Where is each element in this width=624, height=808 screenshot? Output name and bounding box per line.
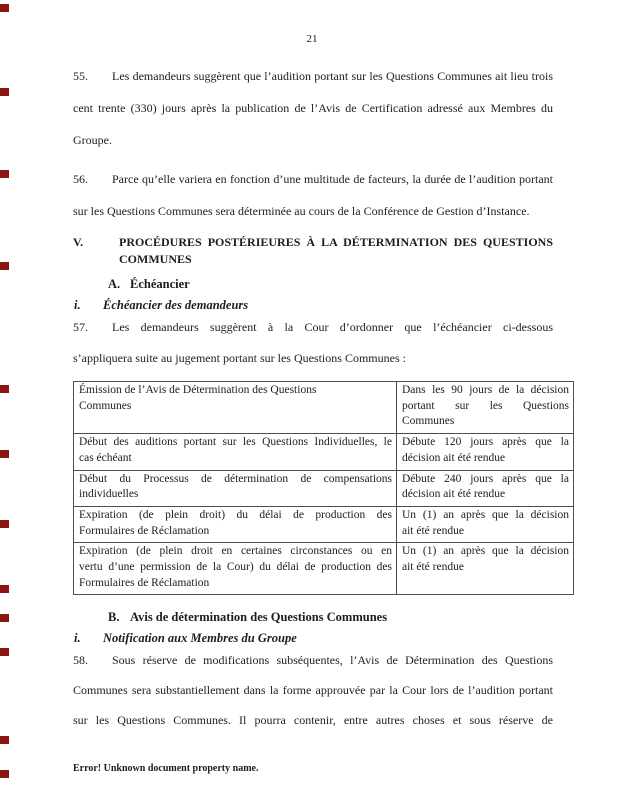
section-heading-v [73,234,553,267]
text-line: V. PROCÉDURES POSTÉRIEURES À LA DÉTERMINATION DES QUESTIONS [73,235,553,249]
text-line: décision ait été rendue [402,488,506,501]
item-number: 56. [73,172,88,186]
subsection-heading-i-notification-label: Notification aux Membres du Groupe [103,631,297,645]
table-cell-left [74,543,397,595]
page-number: 21 [306,33,318,45]
text-line: Débute 240 jours après que la [402,472,569,485]
text-line: 58. Sous réserve de modifications subséquentes, l’Avis de Détermination des Questions [73,645,553,675]
paragraph-57 [73,312,553,373]
table-cell-right [397,382,574,434]
table-row [74,434,574,470]
text-line: décision ait été rendue [402,451,506,464]
text-line: sur les Questions Communes sera déterminée au cours de la Conférence de Gestion d’Instance. [73,204,530,218]
text-line: cent trente (330) jours après la publication de l’Avis de Certification adressé aux Membres du [73,101,553,115]
edge-annotation-mark [0,450,9,458]
paragraph-58 [73,645,553,735]
text-line: sur les Questions Communes. Il pourra contenir, entre autres choses et sous réserve de [73,713,553,727]
table-cell-right [397,543,574,595]
edge-annotation-mark [0,170,9,178]
text-line: Formulaires de Réclamation [79,576,210,589]
item-number: V. [73,235,84,249]
text-line: Expiration (de plein droit en certaines circonstances ou en [79,545,392,558]
text-line: Communes [402,415,455,428]
footer-error-text: Error! Unknown document property name. [73,763,259,774]
text-line: 57. Les demandeurs suggèrent à la Cour d’ordonner que l’échéancier ci-dessous [73,312,553,343]
text-line: Dans les 90 jours de la décision [402,384,569,396]
text-line: Un (1) an après que la décision [402,545,569,558]
edge-annotation-mark [0,648,9,656]
table-cell-left [74,470,397,506]
edge-annotation-mark [0,385,9,393]
table-cell-right [397,434,574,470]
schedule-table [73,381,574,595]
table-row [74,470,574,506]
item-number: 58. [73,653,88,667]
table-cell-left [74,382,397,434]
edge-annotation-mark [0,4,9,12]
subsection-heading-i-echeancier [74,297,248,313]
edge-annotation-mark [0,770,9,778]
text-line: Groupe. [73,133,112,147]
text-line: Un (1) an après que la décision [402,508,569,521]
item-number: 57. [73,320,88,334]
text-line: 55. Les demandeurs suggèrent que l’audition portant sur les Questions Communes ait lieu trois [73,60,553,92]
subsection-heading-a [108,276,190,292]
item-number: i. [74,298,81,312]
text-line: Communes sera substantiellement dans la forme approuvée par la Cour lors de l’audition portant [73,683,553,697]
text-line: COMMUNES [119,251,192,266]
edge-annotation-mark [0,736,9,744]
item-number: A. [108,277,121,291]
text-line: Début du Processus de détermination de compensations [79,472,392,485]
text-line: ait été rendue [402,561,464,574]
text-line: Début des auditions portant sur les Questions Individuelles, le [79,436,392,449]
edge-annotation-mark [0,520,9,528]
item-number: 55. [73,69,88,83]
text-line: cas échéant [79,451,132,464]
paragraph-55 [73,60,553,156]
table-cell-right [397,506,574,542]
subsection-heading-b [108,609,387,625]
text-line: individuelles [79,488,139,501]
table-cell-left [74,506,397,542]
edge-annotation-mark [0,614,9,622]
text-line: s’appliquera suite au jugement portant sur les Questions Communes : [73,350,406,365]
table-cell-right [397,470,574,506]
schedule-table-body [74,382,574,595]
subsection-heading-a-label: Échéancier [130,277,190,291]
subsection-heading-b-label: Avis de détermination des Questions Communes [130,610,388,624]
subsection-heading-i-notification [74,630,297,646]
paragraph-56 [73,163,553,227]
text-line: Communes [79,399,132,412]
text-line: Émission de l’Avis de Détermination des Questions [79,384,317,396]
text-line: Formulaires de Réclamation [79,524,210,537]
edge-annotation-mark [0,585,9,593]
text-line: vertu d’une permission de la Cour) du délai de production des [79,561,392,574]
text-line: 56. Parce qu’elle variera en fonction d’une multitude de facteurs, la durée de l’audition portant [73,163,553,195]
item-number: i. [74,631,81,645]
table-cell-left [74,434,397,470]
text-line: portant sur les Questions [402,399,569,412]
table-row [74,543,574,595]
table-row [74,506,574,542]
item-number: B. [108,610,120,624]
text-line: Expiration (de plein droit) du délai de production des [79,508,392,521]
text-line: Débute 120 jours après que la [402,436,569,449]
edge-annotation-mark [0,262,9,270]
table-row [74,382,574,434]
subsection-heading-i-echeancier-label: Échéancier des demandeurs [103,298,249,312]
text-line: ait été rendue [402,524,464,537]
edge-annotation-mark [0,88,9,96]
